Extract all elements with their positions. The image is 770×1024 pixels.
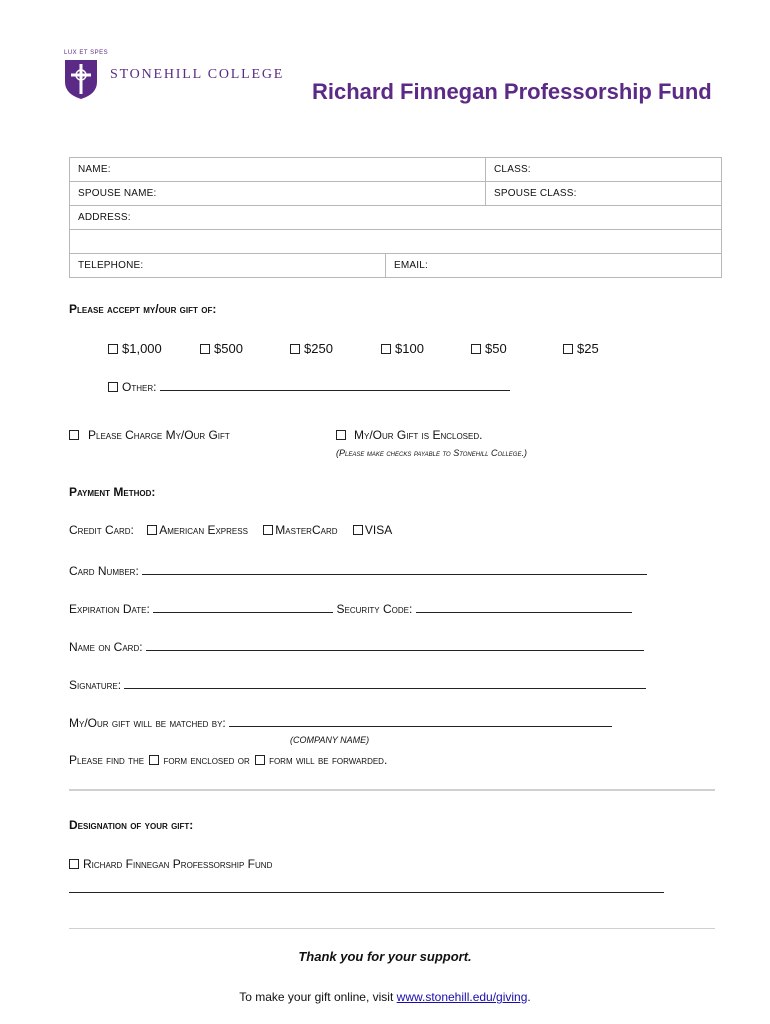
form-enclosed-label: form enclosed or [163, 753, 250, 767]
amount-option-25[interactable] [563, 341, 599, 356]
expiration-line[interactable] [153, 600, 333, 613]
gift-enclosed-option[interactable] [336, 428, 482, 442]
designation-fund-option[interactable] [69, 857, 272, 871]
amount-option-1000[interactable] [108, 341, 162, 356]
visa-label: VISA [364, 523, 393, 537]
checkbox-icon[interactable] [69, 430, 79, 440]
other-amount-row[interactable] [108, 378, 510, 394]
form-enclosed-option[interactable] [147, 753, 249, 767]
amount-option-500[interactable] [200, 341, 243, 356]
amount-label: $25 [577, 341, 599, 356]
spouse-name-label: SPOUSE NAME: [78, 188, 157, 199]
checks-payable-note: (Please make checks payable to Stonehill College.) [336, 448, 527, 458]
address-label: ADDRESS: [78, 212, 131, 223]
checkbox-icon[interactable] [255, 755, 265, 765]
amount-label: $250 [304, 341, 333, 356]
designation-heading: Designation of your gift: [69, 818, 194, 832]
amex-option[interactable] [147, 523, 248, 537]
company-name-line[interactable] [229, 714, 612, 727]
name-on-card-line[interactable] [146, 638, 644, 651]
name-on-card-row [69, 638, 644, 654]
checkbox-icon[interactable] [200, 344, 210, 354]
crest-icon [63, 58, 99, 100]
card-number-label: Card Number: [69, 564, 139, 578]
amount-option-50[interactable] [471, 341, 507, 356]
checkbox-icon[interactable] [381, 344, 391, 354]
spouse-name-field[interactable] [70, 182, 486, 206]
name-field[interactable] [70, 158, 486, 182]
card-number-line[interactable] [142, 562, 647, 575]
amount-option-100[interactable] [381, 341, 424, 356]
class-field[interactable] [486, 158, 722, 182]
designation-line[interactable] [69, 880, 664, 893]
online-gift-line [0, 990, 770, 1004]
section-divider [69, 789, 715, 791]
amount-label: $1,000 [122, 341, 162, 356]
amount-label: $50 [485, 341, 507, 356]
checkbox-icon[interactable] [290, 344, 300, 354]
other-amount-line[interactable] [160, 378, 510, 391]
enclosed-label: My/Our Gift is Enclosed. [354, 428, 483, 442]
checkbox-icon[interactable] [336, 430, 346, 440]
checkbox-icon[interactable] [563, 344, 573, 354]
name-on-card-label: Name on Card: [69, 640, 143, 654]
expiration-label: Expiration Date: [69, 602, 150, 616]
visa-option[interactable] [353, 523, 392, 537]
logo-college-name: STONEHILL COLLEGE [110, 67, 285, 82]
spouse-class-field[interactable] [486, 182, 722, 206]
payment-method-heading: Payment Method: [69, 485, 156, 499]
email-field[interactable] [386, 254, 722, 278]
checkbox-icon[interactable] [69, 859, 79, 869]
security-code-line[interactable] [416, 600, 632, 613]
address-line-2-field[interactable] [70, 230, 722, 254]
checkbox-icon[interactable] [471, 344, 481, 354]
matching-gift-label: My/Our gift will be matched by: [69, 716, 226, 730]
form-forwarded-label: form will be forwarded. [269, 753, 388, 767]
card-number-row [69, 562, 647, 578]
company-name-caption: (COMPANY NAME) [290, 735, 370, 745]
amount-label: $100 [395, 341, 424, 356]
class-label: CLASS: [494, 164, 531, 175]
amount-label: $500 [214, 341, 243, 356]
online-gift-end: . [527, 990, 531, 1004]
signature-line[interactable] [124, 676, 646, 689]
mastercard-option[interactable] [263, 523, 337, 537]
other-label: Other: [122, 380, 157, 394]
amount-option-250[interactable] [290, 341, 333, 356]
form-forwarded-option[interactable] [253, 753, 387, 767]
spouse-class-label: SPOUSE CLASS: [494, 188, 577, 199]
checkbox-icon[interactable] [108, 382, 118, 392]
signature-row [69, 676, 646, 692]
checkbox-icon[interactable] [263, 525, 273, 535]
address-field[interactable] [70, 206, 722, 230]
signature-label: Signature: [69, 678, 122, 692]
giving-link[interactable]: www.stonehill.edu/giving [396, 990, 528, 1004]
checkbox-icon[interactable] [108, 344, 118, 354]
matching-gift-row [69, 714, 612, 730]
name-label: NAME: [78, 164, 111, 175]
expiration-row [69, 600, 632, 616]
donor-info-table [69, 157, 722, 278]
email-label: EMAIL: [394, 260, 428, 271]
footer-divider [69, 928, 715, 929]
charge-label: Please Charge My/Our Gift [88, 428, 230, 442]
designation-fund-label: Richard Finnegan Professorship Fund [83, 857, 273, 871]
gift-heading: Please accept my/our gift of: [69, 302, 217, 316]
telephone-label: TELEPHONE: [78, 260, 144, 271]
mastercard-label: MasterCard [275, 523, 338, 537]
matching-form-row [69, 753, 387, 767]
telephone-field[interactable] [70, 254, 386, 278]
charge-gift-option[interactable] [69, 428, 230, 442]
security-code-label: Security Code: [336, 602, 413, 616]
checkbox-icon[interactable] [353, 525, 363, 535]
checkbox-icon[interactable] [147, 525, 157, 535]
logo-motto: LUX ET SPES [64, 50, 109, 56]
checkbox-icon[interactable] [149, 755, 159, 765]
amex-label: American Express [159, 523, 248, 537]
credit-card-label: Credit Card: [69, 523, 134, 537]
online-gift-text: To make your gift online, visit [239, 990, 394, 1004]
thank-you-message: Thank you for your support. [298, 949, 472, 964]
please-find-label: Please find the [69, 753, 145, 767]
credit-card-row [69, 523, 392, 537]
page-title: Richard Finnegan Professorship Fund [312, 79, 712, 104]
